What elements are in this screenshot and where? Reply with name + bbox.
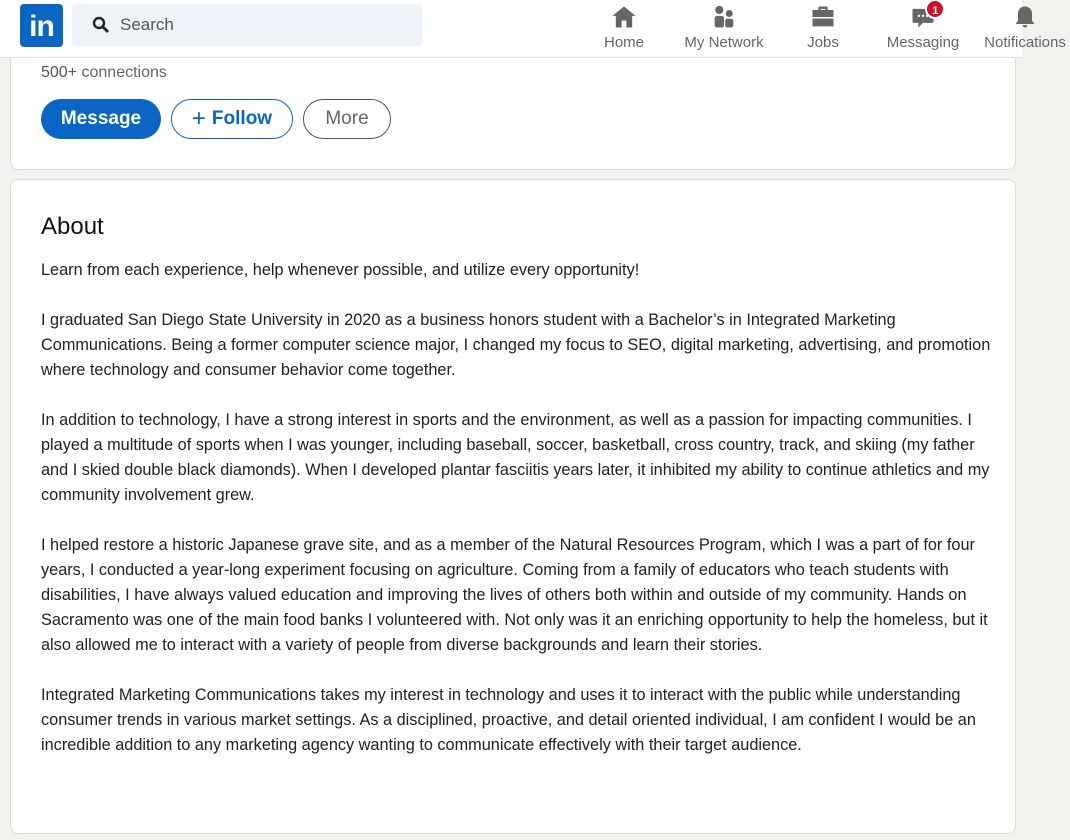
nav-my-network-label: My Network [684, 34, 764, 51]
search-input[interactable] [72, 4, 422, 46]
nav-jobs[interactable] [800, 0, 846, 58]
nav-jobs-label: Jobs [807, 34, 839, 51]
about-paragraph: In addition to technology, I have a strong interest in sports and the environment, as well as a passion for impacting communities. I played a multitude of sports when I was younger, including baseball, soccer, basketball, cross country, track, and skiing (my father and I skied double black diamonds). When I developed plantar fasciitis years later, it inhibited my ability to continue athletics and my community involvement grew. [41, 411, 990, 504]
connections-count[interactable] [41, 64, 167, 82]
about-paragraph: Integrated Marketing Communications takes my interest in technology and uses it to interact with the public while understanding consumer trends in various market settings. As a disciplined, proactive, and detail oriented individual, I am confident I would be an incredible addition to any marketing agency wanting to communicate effectively with their target audience. [41, 686, 976, 754]
nav-notifications-label: Notifications [984, 34, 1066, 51]
network-icon [710, 3, 738, 31]
nav-home-label: Home [603, 34, 644, 51]
about-text [41, 258, 991, 783]
nav-notifications[interactable] [980, 0, 1070, 58]
connections-number: 500+ [41, 64, 78, 81]
nav-messaging[interactable] [884, 0, 962, 58]
home-icon [610, 3, 638, 31]
about-card [10, 179, 1016, 834]
nav-my-network[interactable] [676, 0, 772, 58]
top-nav [0, 0, 1066, 58]
about-paragraph: I graduated San Diego State University in 2020 as a business honors student with a Bachelor’s in Integrated Marketing Communications. Being a former computer science major, I changed my focus to SEO, digital marketing, advertising, and promotion where technology and consumer behavior come together. [41, 311, 991, 379]
briefcase-icon [809, 3, 837, 31]
nav-home[interactable] [596, 0, 652, 58]
more-button[interactable]: More [303, 99, 391, 139]
about-title: About [41, 213, 104, 240]
message-button[interactable]: Message [41, 99, 161, 139]
follow-button[interactable] [171, 99, 293, 139]
about-paragraph: Learn from each experience, help whenever possible, and utilize every opportunity! [41, 261, 640, 279]
bell-icon [1011, 3, 1039, 31]
search-placeholder: Search [120, 15, 174, 34]
linkedin-logo[interactable]: in [20, 4, 63, 47]
plus-icon: + [191, 105, 206, 132]
connections-label: connections [77, 64, 167, 81]
messaging-badge: 1 [925, 0, 945, 19]
search-icon [92, 16, 110, 34]
nav-messaging-label: Messaging [886, 34, 960, 51]
follow-label: Follow [211, 108, 273, 129]
about-paragraph: I helped restore a historic Japanese grave site, and as a member of the Natural Resources Program, which I was a part of for four years, I conducted a year-long experiment focusing on agriculture. Coming from a family of educators who teach students with disabilities, I have always valued education and improving the lives of others both within and outside of my community. Hands on Sacramento was one of the main food banks I volunteered with. Not only was it an enriching opportunity to help the homeless, but it also allowed me to interact with a variety of people from diverse backgrounds and learn their stories. [41, 536, 988, 654]
